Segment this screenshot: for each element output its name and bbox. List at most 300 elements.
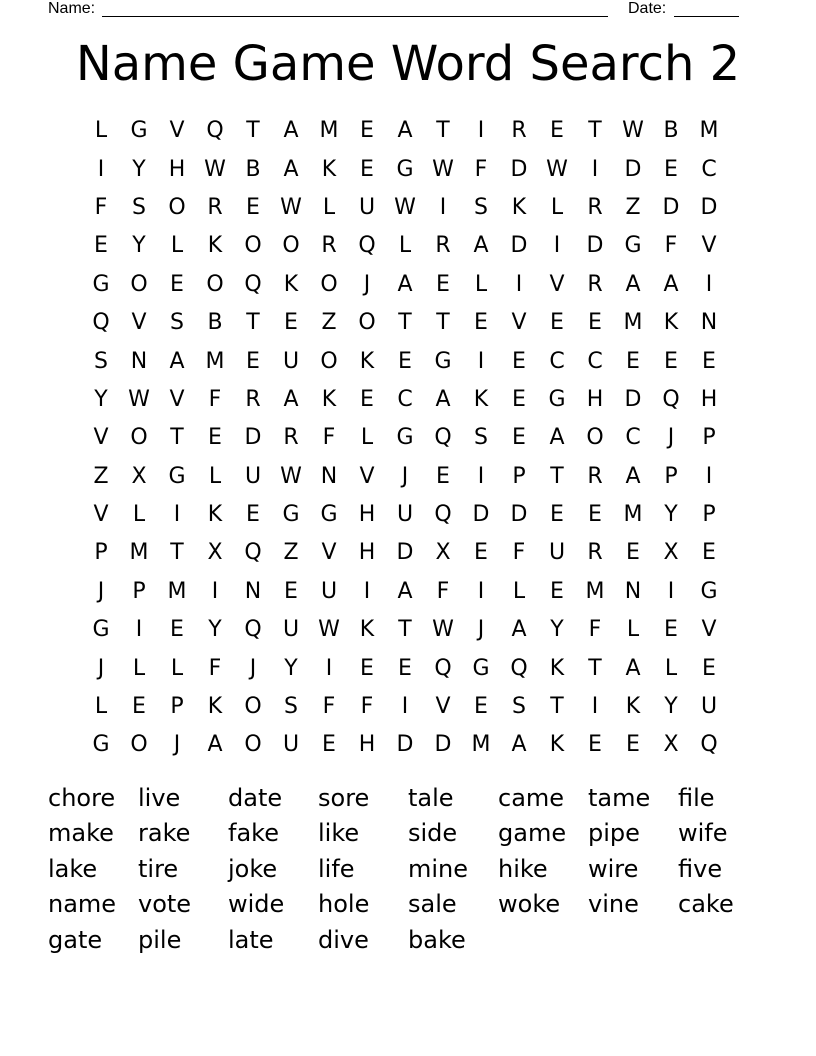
word-list-item: vote (138, 890, 192, 919)
grid-cell: G (396, 425, 414, 451)
grid-cell: G (130, 118, 148, 144)
grid-cell: R (511, 118, 527, 144)
page-title: Name Game Word Search 2 (75, 36, 741, 92)
grid-cell: M (319, 118, 339, 144)
grid-cell: K (359, 617, 375, 643)
grid-cell: E (94, 233, 108, 259)
grid-cell: F (322, 694, 336, 720)
grid-cell: M (129, 540, 149, 566)
grid-cell: E (550, 118, 564, 144)
grid-cell: A (283, 156, 299, 182)
grid-cell: D (396, 732, 414, 758)
grid-cell: I (211, 578, 219, 604)
grid-cell: S (512, 694, 526, 720)
grid-row (82, 458, 728, 496)
grid-cell: Q (434, 655, 452, 681)
grid-cell: K (321, 386, 337, 412)
grid-row (82, 381, 728, 419)
grid-cell: A (283, 118, 299, 144)
grid-cell: O (130, 425, 148, 451)
grid-cell: E (512, 348, 526, 374)
grid-row (82, 266, 728, 304)
grid-cell: T (170, 540, 184, 566)
grid-row (82, 496, 728, 534)
grid-cell: G (92, 617, 110, 643)
grid-cell: U (358, 194, 376, 220)
word-list-item: side (408, 819, 458, 848)
grid-cell: R (587, 463, 603, 489)
grid-cell: E (398, 348, 412, 374)
grid-cell: S (170, 310, 184, 336)
grid-cell: A (473, 233, 489, 259)
grid-cell: K (321, 156, 337, 182)
grid-cell: U (244, 463, 262, 489)
grid-cell: E (474, 540, 488, 566)
grid-cell: E (626, 540, 640, 566)
grid-cell: E (626, 732, 640, 758)
grid-cell: I (135, 617, 143, 643)
grid-cell: F (436, 578, 450, 604)
grid-cell: Q (434, 425, 452, 451)
grid-cell: P (702, 502, 716, 528)
grid-cell: L (170, 233, 184, 259)
grid-cell: E (550, 578, 564, 604)
grid-cell: P (664, 463, 678, 489)
grid-cell: V (359, 463, 375, 489)
grid-cell: U (282, 617, 300, 643)
grid-cell: T (246, 310, 260, 336)
grid-row (82, 726, 728, 764)
grid-cell: E (512, 425, 526, 451)
word-list-item: sore (318, 783, 370, 812)
grid-cell: A (625, 463, 641, 489)
grid-cell: K (511, 194, 527, 220)
grid-cell: Z (321, 310, 337, 336)
word-list-row (48, 780, 768, 816)
grid-cell: I (515, 271, 523, 297)
grid-cell: G (92, 732, 110, 758)
grid-cell: H (168, 156, 186, 182)
word-list-item: date (228, 783, 283, 812)
grid-row (82, 304, 728, 342)
grid-cell: N (700, 310, 718, 336)
grid-cell: Y (132, 156, 146, 182)
word-list-item: wire (588, 854, 639, 883)
grid-cell: K (625, 694, 641, 720)
grid-cell: O (586, 425, 604, 451)
grid-cell: G (434, 348, 452, 374)
grid-cell: J (173, 732, 181, 758)
grid-cell: V (511, 310, 527, 336)
word-list-item: mine (408, 854, 469, 883)
grid-cell: R (207, 194, 223, 220)
grid-cell: J (249, 655, 257, 681)
word-list-item: name (48, 890, 117, 919)
word-list (48, 780, 768, 958)
grid-cell: L (170, 655, 184, 681)
date-label: Date: (628, 0, 667, 17)
grid-cell: U (282, 348, 300, 374)
grid-cell: D (624, 156, 642, 182)
grid-cell: I (477, 118, 485, 144)
grid-cell: A (511, 617, 527, 643)
grid-cell: O (320, 271, 338, 297)
grid-cell: E (246, 194, 260, 220)
grid-cell: T (550, 463, 564, 489)
grid-cell: I (477, 578, 485, 604)
grid-cell: L (398, 233, 412, 259)
grid-cell: I (705, 463, 713, 489)
grid-cell: E (436, 271, 450, 297)
grid-row (82, 150, 728, 188)
grid-cell: Z (625, 194, 641, 220)
grid-cell: W (432, 156, 454, 182)
grid-cell: E (322, 732, 336, 758)
grid-cell: O (244, 694, 262, 720)
grid-cell: I (97, 156, 105, 182)
grid-cell: I (401, 694, 409, 720)
grid-cell: Q (510, 655, 528, 681)
grid-cell: E (588, 732, 602, 758)
grid-cell: E (246, 348, 260, 374)
grid-cell: A (169, 348, 185, 374)
grid-cell: D (396, 540, 414, 566)
grid-cell: K (549, 655, 565, 681)
grid-cell: F (208, 655, 222, 681)
grid-cell: W (622, 118, 644, 144)
grid-cell: M (167, 578, 187, 604)
grid-cell: Q (662, 386, 680, 412)
grid-cell: Q (700, 732, 718, 758)
grid-cell: Y (284, 655, 298, 681)
grid-cell: E (702, 655, 716, 681)
grid-cell: S (132, 194, 146, 220)
grid-cell: E (398, 655, 412, 681)
grid-cell: O (206, 271, 224, 297)
name-blank-line (102, 16, 608, 17)
grid-cell: B (245, 156, 261, 182)
grid-cell: L (208, 463, 222, 489)
grid-cell: L (626, 617, 640, 643)
word-list-item: cake (678, 890, 734, 919)
grid-cell: L (512, 578, 526, 604)
grid-cell: D (434, 732, 452, 758)
grid-cell: J (667, 425, 675, 451)
grid-cell: K (549, 732, 565, 758)
grid-cell: S (284, 694, 298, 720)
word-list-item: bake (408, 925, 466, 954)
grid-cell: I (477, 463, 485, 489)
grid-cell: B (207, 310, 223, 336)
grid-cell: D (510, 156, 528, 182)
grid-row (82, 688, 728, 726)
grid-cell: U (396, 502, 414, 528)
grid-cell: W (394, 194, 416, 220)
grid-cell: T (550, 694, 564, 720)
grid-cell: H (586, 386, 604, 412)
grid-cell: E (360, 386, 374, 412)
grid-cell: G (472, 655, 490, 681)
grid-cell: K (663, 310, 679, 336)
grid-cell: D (510, 502, 528, 528)
grid-cell: E (170, 271, 184, 297)
grid-cell: V (701, 617, 717, 643)
grid-cell: T (170, 425, 184, 451)
grid-cell: X (663, 732, 679, 758)
grid-cell: V (549, 271, 565, 297)
grid-cell: K (283, 271, 299, 297)
grid-cell: I (439, 194, 447, 220)
grid-cell: T (436, 310, 450, 336)
grid-cell: U (548, 540, 566, 566)
grid-cell: D (472, 502, 490, 528)
grid-row (82, 611, 728, 649)
grid-cell: T (588, 118, 602, 144)
grid-cell: S (474, 425, 488, 451)
grid-cell: F (322, 425, 336, 451)
grid-cell: E (360, 655, 374, 681)
grid-cell: I (173, 502, 181, 528)
word-list-row (48, 851, 768, 887)
word-list-item: hole (318, 890, 370, 919)
grid-cell: L (664, 655, 678, 681)
grid-cell: K (473, 386, 489, 412)
grid-cell: Q (244, 271, 262, 297)
grid-cell: F (664, 233, 678, 259)
grid-cell: A (511, 732, 527, 758)
grid-cell: R (587, 540, 603, 566)
word-list-item: gate (48, 925, 103, 954)
word-list-item: wife (678, 819, 728, 848)
grid-cell: O (320, 348, 338, 374)
word-list-item: like (318, 819, 360, 848)
word-list-item: tire (138, 854, 179, 883)
grid-cell: Q (206, 118, 224, 144)
grid-cell: Y (94, 386, 108, 412)
grid-cell: I (591, 694, 599, 720)
grid-cell: D (586, 233, 604, 259)
grid-cell: F (94, 194, 108, 220)
grid-cell: M (699, 118, 719, 144)
grid-cell: L (94, 118, 108, 144)
grid-cell: F (208, 386, 222, 412)
grid-cell: E (170, 617, 184, 643)
grid-cell: O (244, 233, 262, 259)
grid-cell: K (359, 348, 375, 374)
grid-cell: M (623, 310, 643, 336)
grid-cell: R (435, 233, 451, 259)
header (48, 0, 748, 20)
grid-cell: T (588, 655, 602, 681)
grid-cell: I (477, 348, 485, 374)
grid-cell: N (320, 463, 338, 489)
grid-cell: Q (244, 617, 262, 643)
grid-cell: L (132, 502, 146, 528)
grid-cell: U (282, 732, 300, 758)
grid-cell: H (358, 732, 376, 758)
grid-cell: J (97, 578, 105, 604)
grid-cell: E (664, 617, 678, 643)
grid-cell: E (626, 348, 640, 374)
grid-cell: V (701, 233, 717, 259)
grid-cell: G (548, 386, 566, 412)
grid-cell: P (170, 694, 184, 720)
grid-cell: I (591, 156, 599, 182)
grid-cell: O (282, 233, 300, 259)
grid-cell: W (318, 617, 340, 643)
grid-cell: M (205, 348, 225, 374)
grid-cell: G (92, 271, 110, 297)
word-list-item: game (498, 819, 567, 848)
grid-cell: V (93, 425, 109, 451)
grid-cell: A (397, 118, 413, 144)
grid-cell: Q (92, 310, 110, 336)
word-list-item: hike (498, 854, 548, 883)
grid-cell: L (322, 194, 336, 220)
grid-cell: O (130, 271, 148, 297)
word-list-item: rake (138, 819, 191, 848)
grid-cell: S (94, 348, 108, 374)
grid-cell: E (360, 118, 374, 144)
grid-cell: O (130, 732, 148, 758)
name-label: Name: (48, 0, 96, 17)
grid-cell: H (358, 540, 376, 566)
grid-cell: E (474, 310, 488, 336)
grid-cell: A (207, 732, 223, 758)
word-list-item: file (678, 783, 715, 812)
grid-cell: K (207, 502, 223, 528)
grid-cell: Q (244, 540, 262, 566)
grid-cell: G (282, 502, 300, 528)
grid-cell: R (587, 271, 603, 297)
word-list-item: woke (498, 890, 561, 919)
grid-cell: C (587, 348, 603, 374)
grid-cell: V (321, 540, 337, 566)
word-list-item: dive (318, 925, 369, 954)
grid-cell: Z (283, 540, 299, 566)
grid-cell: P (132, 578, 146, 604)
grid-cell: E (436, 463, 450, 489)
grid-cell: O (358, 310, 376, 336)
grid-cell: P (94, 540, 108, 566)
grid-cell: E (588, 502, 602, 528)
word-list-item: live (138, 783, 181, 812)
grid-cell: W (128, 386, 150, 412)
grid-cell: R (283, 425, 299, 451)
grid-cell: F (588, 617, 602, 643)
word-list-item: late (228, 925, 274, 954)
grid-cell: X (435, 540, 451, 566)
grid-cell: E (132, 694, 146, 720)
grid-cell: C (701, 156, 717, 182)
grid-cell: T (398, 310, 412, 336)
grid-row (82, 573, 728, 611)
grid-cell: E (702, 348, 716, 374)
grid-cell: N (244, 578, 262, 604)
grid-cell: D (510, 233, 528, 259)
grid-cell: I (325, 655, 333, 681)
grid-cell: E (550, 502, 564, 528)
grid-cell: G (700, 578, 718, 604)
grid-cell: Y (550, 617, 564, 643)
grid-row (82, 649, 728, 687)
grid-cell: E (284, 578, 298, 604)
grid-cell: X (131, 463, 147, 489)
grid-cell: A (435, 386, 451, 412)
grid-cell: I (363, 578, 371, 604)
grid-cell: P (702, 425, 716, 451)
grid-cell: G (624, 233, 642, 259)
word-list-row (48, 887, 768, 923)
word-list-item: joke (228, 854, 278, 883)
grid-cell: E (360, 156, 374, 182)
grid-cell: A (663, 271, 679, 297)
grid-cell: J (477, 617, 485, 643)
grid-cell: A (397, 578, 413, 604)
grid-cell: I (553, 233, 561, 259)
grid-cell: N (624, 578, 642, 604)
grid-cell: F (474, 156, 488, 182)
grid-cell: K (207, 694, 223, 720)
word-list-item: pipe (588, 819, 640, 848)
grid-cell: A (549, 425, 565, 451)
grid-cell: U (320, 578, 338, 604)
word-list-item: tale (408, 783, 454, 812)
grid-cell: W (204, 156, 226, 182)
grid-cell: G (320, 502, 338, 528)
grid-cell: W (280, 194, 302, 220)
grid-cell: Q (358, 233, 376, 259)
grid-cell: E (702, 540, 716, 566)
grid-cell: R (245, 386, 261, 412)
grid-cell: R (587, 194, 603, 220)
grid-cell: L (132, 655, 146, 681)
grid-row (82, 189, 728, 227)
grid-cell: E (512, 386, 526, 412)
word-list-item: sale (408, 890, 457, 919)
grid-cell: A (625, 271, 641, 297)
grid-cell: E (588, 310, 602, 336)
grid-cell: E (664, 348, 678, 374)
grid-cell: D (700, 194, 718, 220)
grid-cell: I (705, 271, 713, 297)
grid-cell: K (207, 233, 223, 259)
grid-cell: D (662, 194, 680, 220)
grid-cell: T (436, 118, 450, 144)
grid-cell: M (471, 732, 491, 758)
grid-cell: V (131, 310, 147, 336)
grid-cell: X (207, 540, 223, 566)
word-list-row (48, 816, 768, 852)
grid-cell: W (432, 617, 454, 643)
grid-cell: F (512, 540, 526, 566)
grid-row (82, 112, 728, 150)
grid-cell: Y (208, 617, 222, 643)
grid-cell: X (663, 540, 679, 566)
grid-cell: V (93, 502, 109, 528)
grid-cell: V (435, 694, 451, 720)
grid-row (82, 419, 728, 457)
grid-cell: C (549, 348, 565, 374)
grid-cell: L (474, 271, 488, 297)
word-list-item: lake (48, 854, 98, 883)
grid-cell: F (360, 694, 374, 720)
grid-cell: Y (664, 502, 678, 528)
grid-cell: D (244, 425, 262, 451)
word-list-item: life (318, 854, 355, 883)
grid-cell: G (396, 156, 414, 182)
grid-cell: Y (664, 694, 678, 720)
